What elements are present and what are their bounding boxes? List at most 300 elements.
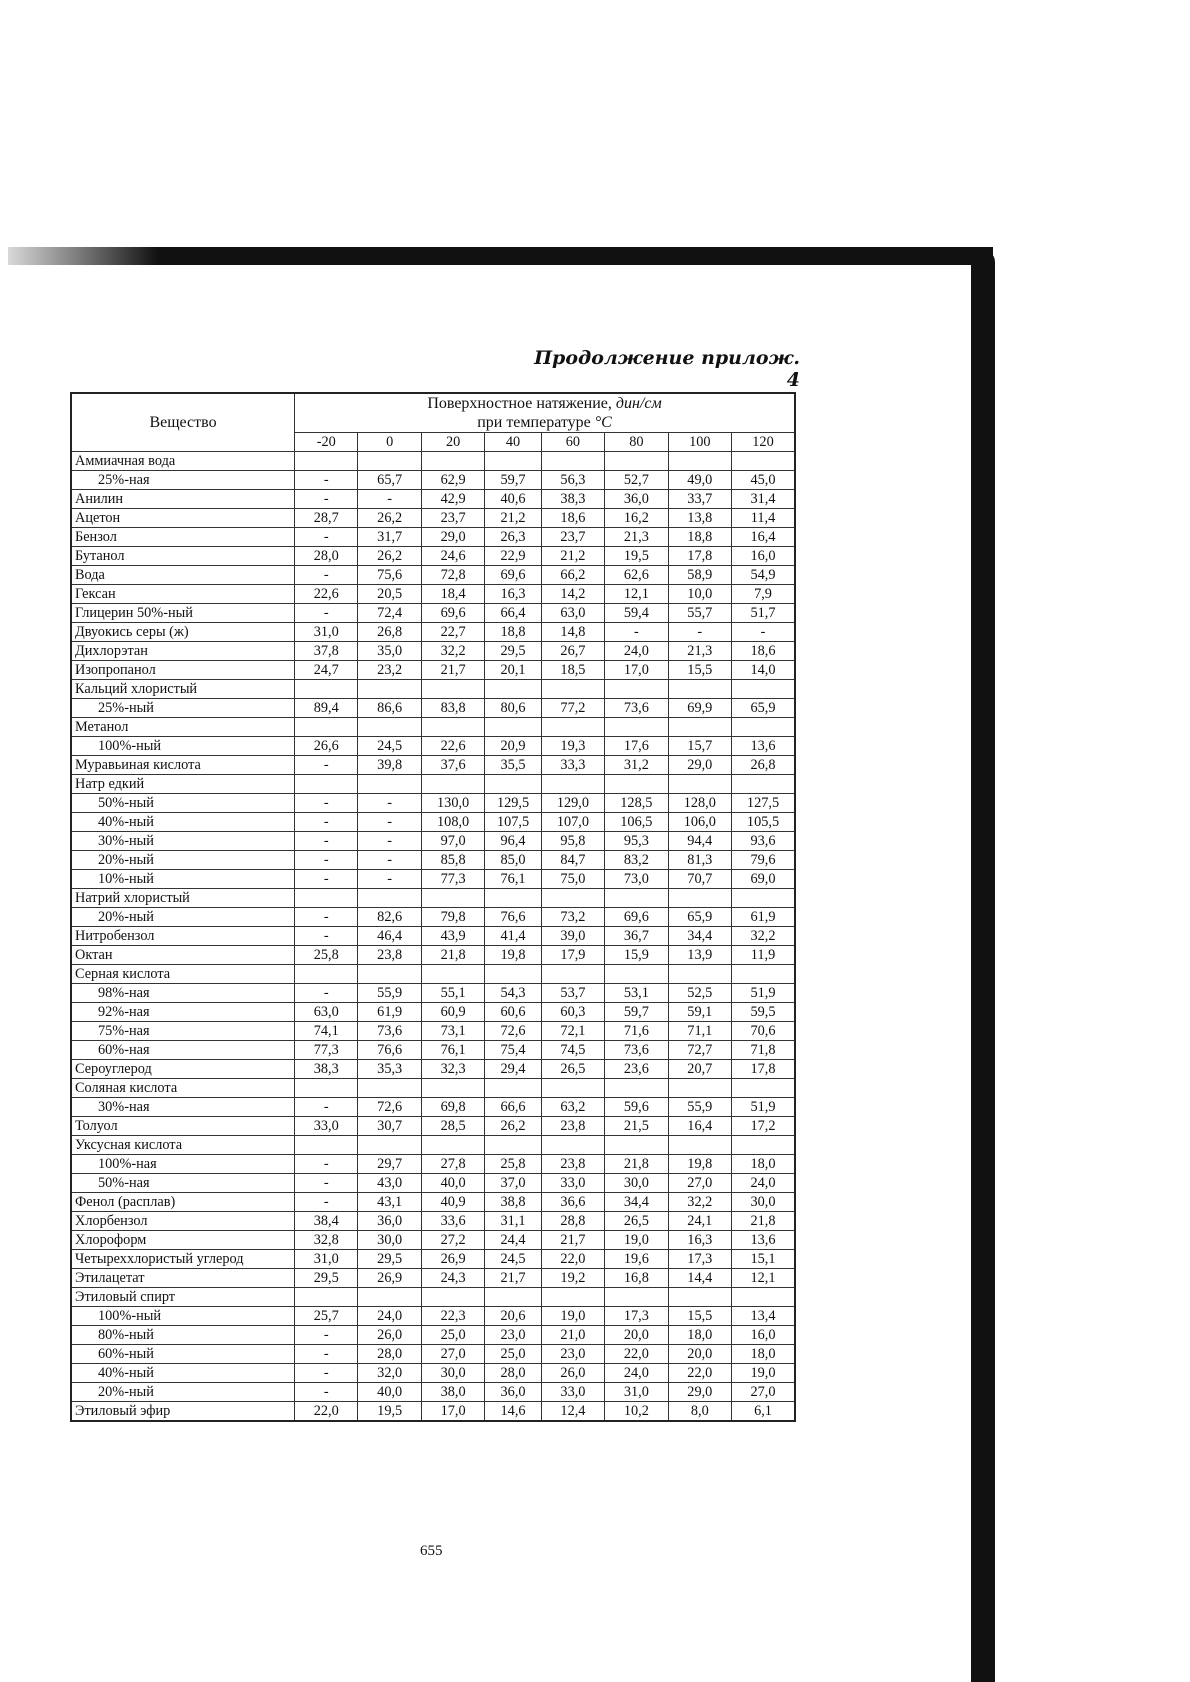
table-row [71, 889, 795, 908]
temperature-header: -20 [295, 433, 358, 452]
value-cell: 29,0 [668, 756, 731, 775]
value-cell: 70,7 [668, 870, 731, 889]
value-cell: 23,2 [358, 661, 421, 680]
value-cell: 33,7 [668, 490, 731, 509]
value-cell: - [295, 851, 358, 870]
value-cell [421, 965, 484, 984]
table-row [71, 699, 795, 718]
value-cell: 7,9 [732, 585, 795, 604]
value-cell: 19,0 [732, 1364, 795, 1383]
value-cell: 10,0 [668, 585, 731, 604]
value-cell: 33,0 [541, 1174, 604, 1193]
substance-name: 50%-ная [71, 1174, 295, 1193]
value-cell: 26,2 [485, 1117, 541, 1136]
value-cell: 53,7 [541, 984, 604, 1003]
value-cell: - [732, 623, 795, 642]
value-cell: 129,0 [541, 794, 604, 813]
value-cell: 76,6 [358, 1041, 421, 1060]
value-cell: 17,2 [732, 1117, 795, 1136]
temperature-header: 60 [541, 433, 604, 452]
value-cell: 17,3 [668, 1250, 731, 1269]
value-cell: 127,5 [732, 794, 795, 813]
value-cell: 35,5 [485, 756, 541, 775]
value-cell: 24,0 [605, 1364, 668, 1383]
value-cell [605, 1288, 668, 1307]
value-cell [421, 452, 484, 471]
value-cell: 72,7 [668, 1041, 731, 1060]
value-cell [668, 1288, 731, 1307]
value-cell [605, 965, 668, 984]
value-cell: 17,9 [541, 946, 604, 965]
table-row [71, 604, 795, 623]
value-cell: 21,7 [541, 1231, 604, 1250]
value-cell: 24,0 [732, 1174, 795, 1193]
value-cell: 59,6 [605, 1098, 668, 1117]
page-number: 655 [420, 1543, 443, 1559]
value-cell: 28,0 [358, 1345, 421, 1364]
table-row [71, 870, 795, 889]
table-row [71, 1117, 795, 1136]
value-cell: - [295, 1174, 358, 1193]
substance-name: Анилин [71, 490, 295, 509]
value-cell: 28,0 [485, 1364, 541, 1383]
value-cell: 69,0 [732, 870, 795, 889]
value-cell: 63,2 [541, 1098, 604, 1117]
value-cell [541, 1288, 604, 1307]
value-cell: 40,6 [485, 490, 541, 509]
value-cell: 32,8 [295, 1231, 358, 1250]
value-cell: 25,8 [485, 1155, 541, 1174]
substance-name: Вода [71, 566, 295, 585]
value-cell: 42,9 [421, 490, 484, 509]
value-cell: 76,1 [421, 1041, 484, 1060]
value-cell: 83,2 [605, 851, 668, 870]
table-row [71, 775, 795, 794]
value-cell [295, 452, 358, 471]
temperature-header: 0 [358, 433, 421, 452]
substance-name: 75%-ная [71, 1022, 295, 1041]
value-cell: 107,5 [485, 813, 541, 832]
value-cell: 65,9 [668, 908, 731, 927]
value-cell: 82,6 [358, 908, 421, 927]
value-cell: 55,9 [668, 1098, 731, 1117]
substance-name: Октан [71, 946, 295, 965]
value-cell [668, 680, 731, 699]
value-cell: - [295, 813, 358, 832]
value-cell: 16,3 [668, 1231, 731, 1250]
table-row [71, 566, 795, 585]
value-cell: 19,0 [605, 1231, 668, 1250]
value-cell: 30,7 [358, 1117, 421, 1136]
value-cell: 12,1 [605, 585, 668, 604]
value-cell [541, 889, 604, 908]
value-cell: 27,0 [421, 1345, 484, 1364]
value-cell [605, 775, 668, 794]
table-row [71, 1250, 795, 1269]
table-body [71, 452, 795, 1422]
value-cell [295, 1288, 358, 1307]
value-cell: 60,9 [421, 1003, 484, 1022]
value-cell [732, 452, 795, 471]
value-cell [358, 452, 421, 471]
table-row [71, 1098, 795, 1117]
value-cell: 40,0 [421, 1174, 484, 1193]
substance-name: Муравьиная кислота [71, 756, 295, 775]
value-cell: 106,0 [668, 813, 731, 832]
value-cell: 25,0 [421, 1326, 484, 1345]
value-cell [421, 775, 484, 794]
value-cell: 39,0 [541, 927, 604, 946]
value-cell: 66,6 [485, 1098, 541, 1117]
value-cell: 55,1 [421, 984, 484, 1003]
value-cell: 22,0 [541, 1250, 604, 1269]
value-cell: 61,9 [732, 908, 795, 927]
value-cell: 22,0 [668, 1364, 731, 1383]
caption-temp-text: при температуре [477, 414, 595, 431]
value-cell: 65,7 [358, 471, 421, 490]
value-cell [668, 1136, 731, 1155]
value-cell [541, 452, 604, 471]
substance-name: Ацетон [71, 509, 295, 528]
value-cell: 15,5 [668, 1307, 731, 1326]
value-cell: 20,5 [358, 585, 421, 604]
value-cell: 130,0 [421, 794, 484, 813]
caption-unit: дин/см [615, 395, 662, 412]
value-cell: 23,8 [541, 1155, 604, 1174]
value-cell: 76,1 [485, 870, 541, 889]
value-cell: 75,0 [541, 870, 604, 889]
value-cell [358, 965, 421, 984]
value-cell: 18,8 [485, 623, 541, 642]
value-cell: 16,0 [732, 547, 795, 566]
value-cell: 107,0 [541, 813, 604, 832]
value-cell [485, 1079, 541, 1098]
value-cell: 20,1 [485, 661, 541, 680]
value-cell: 24,1 [668, 1212, 731, 1231]
value-cell [668, 452, 731, 471]
value-cell [421, 1288, 484, 1307]
value-cell: 77,3 [421, 870, 484, 889]
value-cell: 33,0 [295, 1117, 358, 1136]
value-cell: 21,7 [485, 1269, 541, 1288]
value-cell: 14,0 [732, 661, 795, 680]
value-cell: 85,8 [421, 851, 484, 870]
table-row [71, 490, 795, 509]
value-cell: 40,0 [358, 1383, 421, 1402]
value-cell: 19,2 [541, 1269, 604, 1288]
substance-name: Уксусная кислота [71, 1136, 295, 1155]
value-cell: 24,5 [485, 1250, 541, 1269]
value-cell [541, 1079, 604, 1098]
value-cell: 26,3 [485, 528, 541, 547]
value-cell: 18,0 [732, 1345, 795, 1364]
value-cell: - [295, 604, 358, 623]
value-cell: 52,5 [668, 984, 731, 1003]
value-cell: 75,4 [485, 1041, 541, 1060]
value-cell: 24,0 [358, 1307, 421, 1326]
value-cell: 79,6 [732, 851, 795, 870]
value-cell [485, 1136, 541, 1155]
value-cell: 69,9 [668, 699, 731, 718]
value-cell: 59,7 [605, 1003, 668, 1022]
value-cell [605, 1136, 668, 1155]
value-cell: 26,6 [295, 737, 358, 756]
value-cell: 17,0 [421, 1402, 484, 1422]
value-cell: 32,3 [421, 1060, 484, 1079]
value-cell: 72,6 [485, 1022, 541, 1041]
value-cell [605, 452, 668, 471]
surface-tension-table [70, 392, 796, 1422]
value-cell: 23,7 [541, 528, 604, 547]
value-cell: 25,0 [485, 1345, 541, 1364]
value-cell: 16,2 [605, 509, 668, 528]
value-cell: 16,3 [485, 585, 541, 604]
value-cell: 43,1 [358, 1193, 421, 1212]
value-cell: 15,5 [668, 661, 731, 680]
value-cell [732, 1079, 795, 1098]
value-cell: 26,8 [358, 623, 421, 642]
value-cell: 31,0 [295, 1250, 358, 1269]
substance-name: Толуол [71, 1117, 295, 1136]
value-cell [421, 718, 484, 737]
value-cell: 22,6 [421, 737, 484, 756]
value-cell: 72,4 [358, 604, 421, 623]
value-cell [358, 718, 421, 737]
substance-name: 50%-ный [71, 794, 295, 813]
value-cell: 23,7 [421, 509, 484, 528]
value-cell: 30,0 [605, 1174, 668, 1193]
value-cell: 13,9 [668, 946, 731, 965]
value-cell: - [295, 490, 358, 509]
value-cell: - [358, 490, 421, 509]
value-cell: 108,0 [421, 813, 484, 832]
value-cell: 18,6 [541, 509, 604, 528]
table-row [71, 927, 795, 946]
substance-name: Бутанол [71, 547, 295, 566]
substance-name: 60%-ный [71, 1345, 295, 1364]
value-cell: 74,5 [541, 1041, 604, 1060]
value-cell: 13,8 [668, 509, 731, 528]
value-cell: 24,6 [421, 547, 484, 566]
value-cell: - [358, 870, 421, 889]
value-cell: 28,5 [421, 1117, 484, 1136]
value-cell: 60,6 [485, 1003, 541, 1022]
table-row [71, 1383, 795, 1402]
value-cell [732, 889, 795, 908]
substance-name: Этилацетат [71, 1269, 295, 1288]
value-cell: 22,9 [485, 547, 541, 566]
value-cell: 38,3 [541, 490, 604, 509]
value-cell: 21,8 [421, 946, 484, 965]
table-row [71, 1155, 795, 1174]
value-cell: 128,0 [668, 794, 731, 813]
value-cell [295, 1136, 358, 1155]
caption-temp-unit: °C [594, 414, 612, 431]
table-row [71, 1307, 795, 1326]
value-cell: 65,9 [732, 699, 795, 718]
table-row [71, 1212, 795, 1231]
value-cell [541, 680, 604, 699]
table-row [71, 718, 795, 737]
table-row [71, 471, 795, 490]
value-cell: - [295, 1155, 358, 1174]
value-cell [358, 889, 421, 908]
value-cell: 20,7 [668, 1060, 731, 1079]
value-cell: 20,0 [605, 1326, 668, 1345]
value-cell: 21,8 [605, 1155, 668, 1174]
value-cell: 22,3 [421, 1307, 484, 1326]
value-cell [295, 775, 358, 794]
value-cell: 36,0 [485, 1383, 541, 1402]
value-cell: 17,3 [605, 1307, 668, 1326]
value-cell: 83,8 [421, 699, 484, 718]
value-cell: 59,7 [485, 471, 541, 490]
value-cell: 80,6 [485, 699, 541, 718]
value-cell: 51,9 [732, 984, 795, 1003]
value-cell: 66,2 [541, 566, 604, 585]
temperature-header: 80 [605, 433, 668, 452]
scan-border-top-fade [8, 247, 158, 265]
value-cell [668, 775, 731, 794]
value-cell: 73,1 [421, 1022, 484, 1041]
value-cell: 29,5 [358, 1250, 421, 1269]
value-cell: 27,8 [421, 1155, 484, 1174]
value-cell: 13,6 [732, 1231, 795, 1250]
value-cell: 62,9 [421, 471, 484, 490]
value-cell [485, 1288, 541, 1307]
value-cell: - [668, 623, 731, 642]
value-cell: 69,8 [421, 1098, 484, 1117]
value-cell: 20,0 [668, 1345, 731, 1364]
value-cell: 71,6 [605, 1022, 668, 1041]
substance-name: Натрий хлористый [71, 889, 295, 908]
value-cell: 24,7 [295, 661, 358, 680]
table-row [71, 756, 795, 775]
value-cell: 21,3 [605, 528, 668, 547]
table-row [71, 946, 795, 965]
value-cell: 37,6 [421, 756, 484, 775]
substance-name: Этиловый эфир [71, 1402, 295, 1422]
substance-name: 92%-ная [71, 1003, 295, 1022]
value-cell: - [295, 832, 358, 851]
table-row [71, 737, 795, 756]
value-cell: 26,9 [421, 1250, 484, 1269]
value-cell: 73,6 [605, 1041, 668, 1060]
table-row [71, 509, 795, 528]
value-cell: 17,6 [605, 737, 668, 756]
value-cell: 11,9 [732, 946, 795, 965]
table-row [71, 1060, 795, 1079]
table-row [71, 1041, 795, 1060]
value-cell: 28,8 [541, 1212, 604, 1231]
value-cell: 32,2 [421, 642, 484, 661]
value-cell: 14,8 [541, 623, 604, 642]
value-cell: 96,4 [485, 832, 541, 851]
value-cell [295, 680, 358, 699]
value-cell [541, 775, 604, 794]
value-cell: 21,3 [668, 642, 731, 661]
value-cell: 34,4 [668, 927, 731, 946]
value-cell: 59,5 [732, 1003, 795, 1022]
value-cell: 26,2 [358, 509, 421, 528]
table-row [71, 1174, 795, 1193]
value-cell: - [295, 566, 358, 585]
substance-name: Гексан [71, 585, 295, 604]
value-cell: 34,4 [605, 1193, 668, 1212]
value-cell: 59,1 [668, 1003, 731, 1022]
value-cell: 29,5 [485, 642, 541, 661]
value-cell: 16,8 [605, 1269, 668, 1288]
value-cell: 51,7 [732, 604, 795, 623]
value-cell: 93,6 [732, 832, 795, 851]
value-cell: 20,9 [485, 737, 541, 756]
value-cell [732, 965, 795, 984]
substance-name: 40%-ный [71, 813, 295, 832]
value-cell: 38,3 [295, 1060, 358, 1079]
value-cell: 77,2 [541, 699, 604, 718]
table-row [71, 965, 795, 984]
value-cell: 55,7 [668, 604, 731, 623]
value-cell: - [358, 794, 421, 813]
value-cell: 59,4 [605, 604, 668, 623]
value-cell: 23,0 [541, 1345, 604, 1364]
value-cell: - [295, 1383, 358, 1402]
value-cell: 31,0 [295, 623, 358, 642]
value-cell: 28,7 [295, 509, 358, 528]
value-cell [485, 452, 541, 471]
substance-name: Метанол [71, 718, 295, 737]
value-cell: 60,3 [541, 1003, 604, 1022]
table-row [71, 1022, 795, 1041]
value-cell: 72,6 [358, 1098, 421, 1117]
table-row [71, 642, 795, 661]
value-cell: 89,4 [295, 699, 358, 718]
value-cell: 15,7 [668, 737, 731, 756]
table-row [71, 832, 795, 851]
value-cell: 17,0 [605, 661, 668, 680]
scan-border-right [971, 250, 995, 1682]
value-cell: 24,4 [485, 1231, 541, 1250]
value-cell: 27,0 [732, 1383, 795, 1402]
value-cell [421, 680, 484, 699]
value-cell: 16,0 [732, 1326, 795, 1345]
table-row [71, 661, 795, 680]
value-cell: 31,2 [605, 756, 668, 775]
value-cell: 69,6 [485, 566, 541, 585]
value-cell [732, 1136, 795, 1155]
value-cell: 56,3 [541, 471, 604, 490]
value-cell [295, 1079, 358, 1098]
value-cell: 21,8 [732, 1212, 795, 1231]
value-cell: 38,4 [295, 1212, 358, 1231]
value-cell: 23,8 [358, 946, 421, 965]
value-cell: 38,0 [421, 1383, 484, 1402]
value-cell: - [295, 984, 358, 1003]
temperature-header: 20 [421, 433, 484, 452]
value-cell: 129,5 [485, 794, 541, 813]
value-cell [295, 889, 358, 908]
value-cell: - [295, 908, 358, 927]
value-cell: 33,0 [541, 1383, 604, 1402]
value-cell: 26,7 [541, 642, 604, 661]
substance-name: Серная кислота [71, 965, 295, 984]
value-cell: 105,5 [732, 813, 795, 832]
table-row [71, 1326, 795, 1345]
table-row [71, 1079, 795, 1098]
value-cell [358, 775, 421, 794]
value-cell: 21,0 [541, 1326, 604, 1345]
value-cell [605, 1079, 668, 1098]
